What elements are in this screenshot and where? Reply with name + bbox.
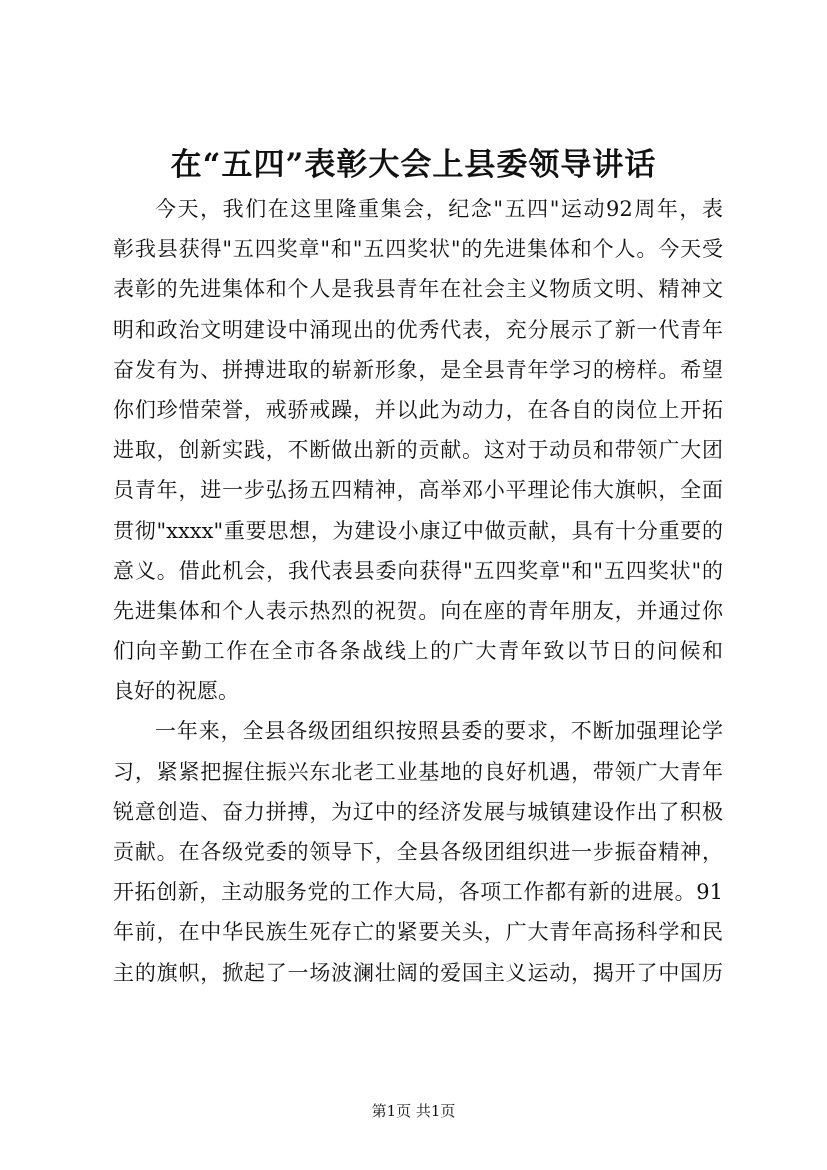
text-line: 明和政治文明建设中涌现出的优秀代表，充分展示了新一代青年 <box>113 317 723 342</box>
text-line: 先进集体和个人表示热烈的祝贺。向在座的青年朋友，并通过你 <box>113 598 723 623</box>
document-title: 在“五四”表彰大会上县委领导讲话 <box>170 147 657 183</box>
text-line: 意义。借此机会，我代表县委向获得"五四奖章"和"五四奖状"的 <box>113 558 723 583</box>
document-body <box>113 189 723 993</box>
paragraph-2 <box>113 711 723 992</box>
text-line: 进取，创新实践，不断做出新的贡献。这对于动员和带领广大团 <box>113 438 723 463</box>
text-line: 良好的祝愿。 <box>113 679 239 704</box>
text-line: 今天，我们在这里隆重集会，纪念"五四"运动92周年，表 <box>155 197 723 221</box>
text-line: 奋发有为、拼搏进取的崭新形象，是全县青年学习的榜样。希望 <box>113 357 723 382</box>
text-line: 彰我县获得"五四奖章"和"五四奖状"的先进集体和个人。今天受 <box>113 237 723 262</box>
text-line: 年前，在中华民族生死存亡的紧要关头，广大青年高扬科学和民 <box>113 920 723 945</box>
text-line: 贡献。在各级党委的领导下，全县各级团组织进一步振奋精神， <box>113 840 723 864</box>
text-line: 们向辛勤工作在全市各条战线上的广大青年致以节日的问候和 <box>113 639 723 664</box>
text-line: 表彰的先进集体和个人是我县青年在社会主义物质文明、精神文 <box>113 277 723 302</box>
page-footer: 第1页 共1页 <box>371 1102 456 1120</box>
paragraph-1 <box>113 189 723 711</box>
text-line: 你们珍惜荣誉，戒骄戒躁，并以此为动力，在各自的岗位上开拓 <box>113 397 723 422</box>
text-line: 开拓创新，主动服务党的工作大局，各项工作都有新的进展。91 <box>113 880 723 905</box>
text-line: 习，紧紧把握住振兴东北老工业基地的良好机遇，带领广大青年 <box>113 759 723 784</box>
text-line: 锐意创造、奋力拼搏，为辽中的经济发展与城镇建设作出了积极 <box>113 799 723 824</box>
text-line: 一年来，全县各级团组织按照县委的要求，不断加强理论学 <box>155 719 723 744</box>
text-line: 主的旗帜，掀起了一场波澜壮阔的爱国主义运动，揭开了中国历 <box>113 960 723 985</box>
text-line: 员青年，进一步弘扬五四精神，高举邓小平理论伟大旗帜，全面 <box>113 478 723 503</box>
text-line: 贯彻"xxxx"重要思想，为建设小康辽中做贡献，具有十分重要的 <box>113 518 723 543</box>
